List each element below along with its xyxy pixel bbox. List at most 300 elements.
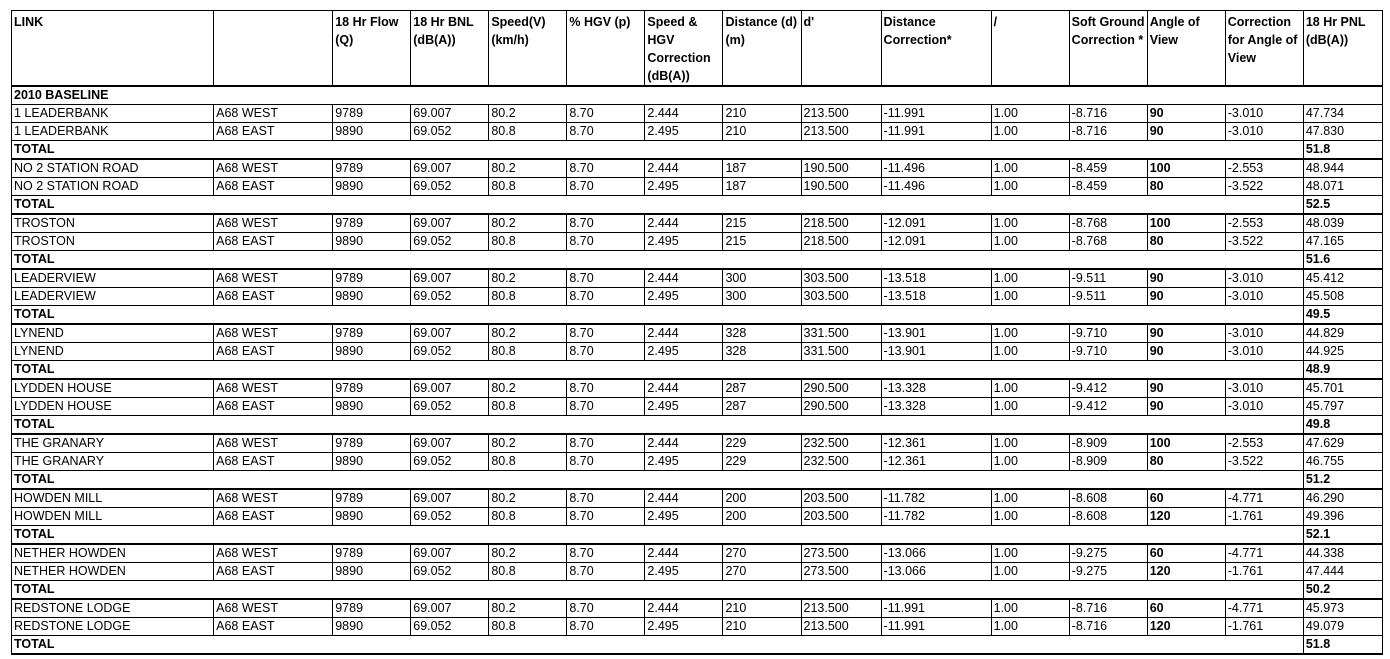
table-cell: 300 xyxy=(723,269,801,288)
header-cell: / xyxy=(991,11,1069,87)
table-cell: 2.495 xyxy=(645,178,723,196)
table-cell: 9890 xyxy=(333,618,411,636)
table-cell: 80.2 xyxy=(489,434,567,453)
table-cell: -9.710 xyxy=(1069,324,1147,343)
table-cell: 46.290 xyxy=(1303,489,1382,508)
table-header xyxy=(12,11,1383,87)
table-row xyxy=(12,214,1383,233)
table-cell: -1.761 xyxy=(1225,563,1303,581)
table-cell: 69.052 xyxy=(411,178,489,196)
table-cell: 69.007 xyxy=(411,599,489,618)
table-cell: 8.70 xyxy=(567,434,645,453)
table-cell: A68 WEST xyxy=(214,544,333,563)
table-cell: 273.500 xyxy=(801,544,881,563)
table-cell: -13.518 xyxy=(881,288,991,306)
table-row xyxy=(12,398,1383,416)
table-cell: 1.00 xyxy=(991,324,1069,343)
table-cell: 9789 xyxy=(333,324,411,343)
total-value: 52.1 xyxy=(1303,526,1382,545)
table-cell: 49.079 xyxy=(1303,618,1382,636)
table-cell: 47.444 xyxy=(1303,563,1382,581)
table-cell: A68 WEST xyxy=(214,324,333,343)
table-cell: 8.70 xyxy=(567,563,645,581)
table-cell: -12.091 xyxy=(881,233,991,251)
total-label: TOTAL xyxy=(12,471,1304,490)
table-cell: 2.444 xyxy=(645,544,723,563)
total-value: 50.2 xyxy=(1303,581,1382,600)
table-cell: 2.444 xyxy=(645,489,723,508)
table-cell: -8.716 xyxy=(1069,123,1147,141)
table-cell: A68 EAST xyxy=(214,343,333,361)
table-row xyxy=(12,123,1383,141)
header-cell: Speed(V) (km/h) xyxy=(489,11,567,87)
table-cell: 45.797 xyxy=(1303,398,1382,416)
table-cell: 8.70 xyxy=(567,544,645,563)
table-cell: 80.8 xyxy=(489,178,567,196)
table-cell: 8.70 xyxy=(567,214,645,233)
total-label: TOTAL xyxy=(12,361,1304,380)
table-cell: 331.500 xyxy=(801,343,881,361)
table-cell: -9.412 xyxy=(1069,379,1147,398)
total-value: 49.8 xyxy=(1303,416,1382,435)
section-row xyxy=(12,86,1383,105)
table-cell: 44.829 xyxy=(1303,324,1382,343)
table-cell: 80.8 xyxy=(489,453,567,471)
table-cell: 80 xyxy=(1147,233,1225,251)
table-cell: A68 EAST xyxy=(214,453,333,471)
table-row xyxy=(12,178,1383,196)
table-cell: -8.716 xyxy=(1069,599,1147,618)
total-value: 51.8 xyxy=(1303,636,1382,655)
table-cell: 69.007 xyxy=(411,159,489,178)
table-cell: 1.00 xyxy=(991,288,1069,306)
table-cell: 232.500 xyxy=(801,434,881,453)
table-cell: 331.500 xyxy=(801,324,881,343)
table-cell: 2.495 xyxy=(645,398,723,416)
table-cell: 9890 xyxy=(333,453,411,471)
table-cell: 45.701 xyxy=(1303,379,1382,398)
table-cell: 44.925 xyxy=(1303,343,1382,361)
table-cell: 80.2 xyxy=(489,379,567,398)
table-cell: -11.991 xyxy=(881,123,991,141)
table-cell: -4.771 xyxy=(1225,544,1303,563)
table-cell: A68 EAST xyxy=(214,178,333,196)
table-cell: 9789 xyxy=(333,599,411,618)
table-cell: -8.768 xyxy=(1069,214,1147,233)
table-cell: -3.010 xyxy=(1225,379,1303,398)
table-cell: LEADERVIEW xyxy=(12,269,214,288)
table-cell: LYDDEN HOUSE xyxy=(12,398,214,416)
table-cell: 100 xyxy=(1147,434,1225,453)
table-cell: -3.522 xyxy=(1225,233,1303,251)
table-cell: 213.500 xyxy=(801,105,881,123)
table-cell: 2.495 xyxy=(645,343,723,361)
table-cell: 90 xyxy=(1147,123,1225,141)
table-cell: -13.901 xyxy=(881,343,991,361)
total-row xyxy=(12,306,1383,325)
table-cell: 80.2 xyxy=(489,214,567,233)
table-cell: 9890 xyxy=(333,288,411,306)
table-cell: 1.00 xyxy=(991,618,1069,636)
table-cell: 187 xyxy=(723,178,801,196)
table-cell: 290.500 xyxy=(801,379,881,398)
table-cell: A68 EAST xyxy=(214,398,333,416)
table-cell: 80.2 xyxy=(489,105,567,123)
header-row xyxy=(12,11,1383,87)
total-label: TOTAL xyxy=(12,306,1304,325)
table-cell: -3.010 xyxy=(1225,123,1303,141)
table-cell: 1 LEADERBANK xyxy=(12,123,214,141)
table-cell: 2.444 xyxy=(645,599,723,618)
table-cell: 80.2 xyxy=(489,269,567,288)
table-cell: 8.70 xyxy=(567,269,645,288)
table-cell: 2.495 xyxy=(645,508,723,526)
table-cell: 218.500 xyxy=(801,214,881,233)
table-cell: NO 2 STATION ROAD xyxy=(12,178,214,196)
table-cell: 229 xyxy=(723,453,801,471)
header-cell: 18 Hr PNL (dB(A)) xyxy=(1303,11,1382,87)
table-row xyxy=(12,343,1383,361)
table-cell: 9890 xyxy=(333,563,411,581)
table-cell: 9890 xyxy=(333,233,411,251)
table-cell: A68 WEST xyxy=(214,599,333,618)
table-cell: 60 xyxy=(1147,489,1225,508)
table-cell: 47.629 xyxy=(1303,434,1382,453)
table-cell: LYNEND xyxy=(12,324,214,343)
table-cell: -9.275 xyxy=(1069,563,1147,581)
table-cell: 80.2 xyxy=(489,489,567,508)
table-cell: 60 xyxy=(1147,599,1225,618)
table-cell: 215 xyxy=(723,214,801,233)
table-row xyxy=(12,159,1383,178)
total-label: TOTAL xyxy=(12,251,1304,270)
table-cell: HOWDEN MILL xyxy=(12,489,214,508)
table-cell: 2.444 xyxy=(645,269,723,288)
table-cell: 273.500 xyxy=(801,563,881,581)
table-cell: 90 xyxy=(1147,269,1225,288)
table-cell: -8.459 xyxy=(1069,159,1147,178)
table-cell: 1 LEADERBANK xyxy=(12,105,214,123)
table-cell: 213.500 xyxy=(801,123,881,141)
table-cell: -13.518 xyxy=(881,269,991,288)
table-cell: -2.553 xyxy=(1225,214,1303,233)
table-cell: 90 xyxy=(1147,379,1225,398)
table-cell: 80.2 xyxy=(489,324,567,343)
table-cell: TROSTON xyxy=(12,233,214,251)
table-cell: 80.8 xyxy=(489,398,567,416)
table-cell: 8.70 xyxy=(567,343,645,361)
section-title: 2010 BASELINE xyxy=(12,86,1383,105)
total-label: TOTAL xyxy=(12,141,1304,160)
table-cell: 1.00 xyxy=(991,159,1069,178)
total-label: TOTAL xyxy=(12,416,1304,435)
table-cell: 80 xyxy=(1147,178,1225,196)
total-label: TOTAL xyxy=(12,636,1304,655)
table-cell: -9.412 xyxy=(1069,398,1147,416)
table-cell: 69.052 xyxy=(411,343,489,361)
table-cell: -3.522 xyxy=(1225,178,1303,196)
table-cell: 290.500 xyxy=(801,398,881,416)
table-cell: 229 xyxy=(723,434,801,453)
table-cell: 90 xyxy=(1147,324,1225,343)
header-cell: Distance (d) (m) xyxy=(723,11,801,87)
total-label: TOTAL xyxy=(12,526,1304,545)
table-cell: 9890 xyxy=(333,123,411,141)
table-cell: -9.275 xyxy=(1069,544,1147,563)
table-cell: 69.007 xyxy=(411,269,489,288)
table-cell: 9789 xyxy=(333,434,411,453)
table-cell: 69.007 xyxy=(411,489,489,508)
table-cell: 2.444 xyxy=(645,434,723,453)
table-cell: -13.066 xyxy=(881,563,991,581)
table-cell: 48.071 xyxy=(1303,178,1382,196)
table-cell: 303.500 xyxy=(801,288,881,306)
table-cell: 213.500 xyxy=(801,599,881,618)
table-cell: -12.091 xyxy=(881,214,991,233)
table-cell: 47.165 xyxy=(1303,233,1382,251)
table-cell: 8.70 xyxy=(567,324,645,343)
table-cell: 203.500 xyxy=(801,508,881,526)
table-cell: 69.007 xyxy=(411,105,489,123)
table-cell: 80.8 xyxy=(489,343,567,361)
table-cell: 1.00 xyxy=(991,343,1069,361)
table-cell: -8.716 xyxy=(1069,105,1147,123)
total-value: 49.5 xyxy=(1303,306,1382,325)
table-cell: 8.70 xyxy=(567,489,645,508)
table-cell: 69.007 xyxy=(411,379,489,398)
table-cell: -3.522 xyxy=(1225,453,1303,471)
table-cell: 90 xyxy=(1147,288,1225,306)
table-cell: 8.70 xyxy=(567,288,645,306)
table-cell: -1.761 xyxy=(1225,618,1303,636)
table-cell: -3.010 xyxy=(1225,324,1303,343)
table-cell: 200 xyxy=(723,489,801,508)
header-cell: d' xyxy=(801,11,881,87)
table-cell: -2.553 xyxy=(1225,434,1303,453)
header-cell: Distance Correction* xyxy=(881,11,991,87)
header-cell: % HGV (p) xyxy=(567,11,645,87)
table-cell: 69.007 xyxy=(411,214,489,233)
table-cell: 8.70 xyxy=(567,379,645,398)
table-row xyxy=(12,618,1383,636)
table-row xyxy=(12,508,1383,526)
total-row xyxy=(12,141,1383,160)
total-value: 51.8 xyxy=(1303,141,1382,160)
table-cell: -11.991 xyxy=(881,105,991,123)
table-cell: 8.70 xyxy=(567,178,645,196)
table-cell: 120 xyxy=(1147,563,1225,581)
table-cell: 90 xyxy=(1147,343,1225,361)
table-cell: 1.00 xyxy=(991,269,1069,288)
table-cell: -2.553 xyxy=(1225,159,1303,178)
table-cell: 80.2 xyxy=(489,544,567,563)
table-cell: 2.444 xyxy=(645,379,723,398)
table-cell: 80.8 xyxy=(489,618,567,636)
table-cell: 1.00 xyxy=(991,489,1069,508)
table-cell: NETHER HOWDEN xyxy=(12,563,214,581)
table-cell: 8.70 xyxy=(567,159,645,178)
table-cell: 210 xyxy=(723,105,801,123)
table-cell: 1.00 xyxy=(991,398,1069,416)
table-cell: A68 WEST xyxy=(214,159,333,178)
table-cell: 328 xyxy=(723,343,801,361)
table-cell: 1.00 xyxy=(991,105,1069,123)
table-cell: 2.495 xyxy=(645,618,723,636)
table-cell: 210 xyxy=(723,599,801,618)
table-cell: -11.782 xyxy=(881,489,991,508)
total-row xyxy=(12,361,1383,380)
table-cell: -13.328 xyxy=(881,398,991,416)
table-row xyxy=(12,105,1383,123)
table-cell: -9.710 xyxy=(1069,343,1147,361)
table-cell: 213.500 xyxy=(801,618,881,636)
table-cell: 1.00 xyxy=(991,563,1069,581)
table-cell: 90 xyxy=(1147,105,1225,123)
table-cell: 218.500 xyxy=(801,233,881,251)
table-cell: 45.973 xyxy=(1303,599,1382,618)
table-cell: 69.052 xyxy=(411,618,489,636)
table-cell: -8.768 xyxy=(1069,233,1147,251)
header-cell: Soft Ground Correction * xyxy=(1069,11,1147,87)
table-cell: -4.771 xyxy=(1225,489,1303,508)
table-row xyxy=(12,489,1383,508)
table-cell: 49.396 xyxy=(1303,508,1382,526)
table-cell: A68 EAST xyxy=(214,123,333,141)
table-cell: 8.70 xyxy=(567,618,645,636)
header-cell: Correction for Angle of View xyxy=(1225,11,1303,87)
table-cell: 8.70 xyxy=(567,105,645,123)
table-cell: NO 2 STATION ROAD xyxy=(12,159,214,178)
table-cell: 9789 xyxy=(333,269,411,288)
total-value: 51.6 xyxy=(1303,251,1382,270)
table-cell: 9890 xyxy=(333,398,411,416)
table-cell: HOWDEN MILL xyxy=(12,508,214,526)
table-cell: 287 xyxy=(723,379,801,398)
total-row xyxy=(12,636,1383,655)
table-cell: -11.496 xyxy=(881,159,991,178)
total-row xyxy=(12,526,1383,545)
table-cell: A68 EAST xyxy=(214,233,333,251)
table-cell: -8.608 xyxy=(1069,489,1147,508)
table-cell: -12.361 xyxy=(881,434,991,453)
table-cell: 9789 xyxy=(333,544,411,563)
table-body xyxy=(12,86,1383,654)
table-cell: -3.010 xyxy=(1225,343,1303,361)
total-row xyxy=(12,471,1383,490)
table-row xyxy=(12,544,1383,563)
table-cell: 210 xyxy=(723,618,801,636)
table-cell: 69.052 xyxy=(411,563,489,581)
table-cell: 1.00 xyxy=(991,599,1069,618)
table-cell: 69.052 xyxy=(411,288,489,306)
table-cell: 80 xyxy=(1147,453,1225,471)
table-cell: 200 xyxy=(723,508,801,526)
table-cell: -3.010 xyxy=(1225,105,1303,123)
table-cell: -13.901 xyxy=(881,324,991,343)
table-cell: 80.8 xyxy=(489,508,567,526)
table-cell: A68 EAST xyxy=(214,618,333,636)
table-cell: 2.444 xyxy=(645,214,723,233)
total-value: 48.9 xyxy=(1303,361,1382,380)
total-value: 52.5 xyxy=(1303,196,1382,215)
table-row xyxy=(12,599,1383,618)
total-label: TOTAL xyxy=(12,581,1304,600)
table-row xyxy=(12,269,1383,288)
table-cell: 80.2 xyxy=(489,159,567,178)
table-cell: 9890 xyxy=(333,508,411,526)
total-row xyxy=(12,416,1383,435)
header-cell: Angle of View xyxy=(1147,11,1225,87)
table-cell: -1.761 xyxy=(1225,508,1303,526)
table-cell: A68 WEST xyxy=(214,434,333,453)
table-cell: REDSTONE LODGE xyxy=(12,618,214,636)
table-cell: -11.782 xyxy=(881,508,991,526)
table-cell: 2.495 xyxy=(645,233,723,251)
table-cell: 80.8 xyxy=(489,563,567,581)
table-cell: A68 EAST xyxy=(214,288,333,306)
header-cell xyxy=(214,11,333,87)
table-cell: A68 WEST xyxy=(214,214,333,233)
table-cell: 80.8 xyxy=(489,123,567,141)
table-cell: -8.716 xyxy=(1069,618,1147,636)
table-cell: -11.991 xyxy=(881,599,991,618)
table-cell: 2.444 xyxy=(645,324,723,343)
table-cell: A68 EAST xyxy=(214,508,333,526)
table-cell: 203.500 xyxy=(801,489,881,508)
table-cell: 2.444 xyxy=(645,105,723,123)
table-cell: 8.70 xyxy=(567,398,645,416)
table-cell: A68 WEST xyxy=(214,489,333,508)
table-cell: 9890 xyxy=(333,178,411,196)
table-row xyxy=(12,379,1383,398)
table-cell: -9.511 xyxy=(1069,288,1147,306)
table-cell: THE GRANARY xyxy=(12,434,214,453)
table-cell: 120 xyxy=(1147,508,1225,526)
table-cell: A68 WEST xyxy=(214,105,333,123)
table-cell: 1.00 xyxy=(991,434,1069,453)
total-value: 51.2 xyxy=(1303,471,1382,490)
table-cell: 69.007 xyxy=(411,544,489,563)
table-cell: 47.830 xyxy=(1303,123,1382,141)
table-cell: -4.771 xyxy=(1225,599,1303,618)
table-cell: A68 EAST xyxy=(214,563,333,581)
table-cell: 1.00 xyxy=(991,123,1069,141)
table-cell: A68 WEST xyxy=(214,269,333,288)
table-cell: 9789 xyxy=(333,214,411,233)
header-cell: 18 Hr Flow (Q) xyxy=(333,11,411,87)
table-cell: 90 xyxy=(1147,398,1225,416)
table-cell: 46.755 xyxy=(1303,453,1382,471)
table-cell: 190.500 xyxy=(801,178,881,196)
table-cell: 45.412 xyxy=(1303,269,1382,288)
table-cell: 8.70 xyxy=(567,233,645,251)
table-cell: 69.052 xyxy=(411,123,489,141)
table-cell: 100 xyxy=(1147,214,1225,233)
table-cell: 9890 xyxy=(333,343,411,361)
table-cell: 2.495 xyxy=(645,453,723,471)
table-cell: 120 xyxy=(1147,618,1225,636)
table-cell: 232.500 xyxy=(801,453,881,471)
noise-calculation-table xyxy=(11,10,1383,655)
table-cell: 1.00 xyxy=(991,544,1069,563)
total-row xyxy=(12,196,1383,215)
table-cell: 9789 xyxy=(333,159,411,178)
table-cell: TROSTON xyxy=(12,214,214,233)
table-cell: 1.00 xyxy=(991,379,1069,398)
total-row xyxy=(12,581,1383,600)
table-cell: -8.909 xyxy=(1069,434,1147,453)
table-cell: 8.70 xyxy=(567,123,645,141)
